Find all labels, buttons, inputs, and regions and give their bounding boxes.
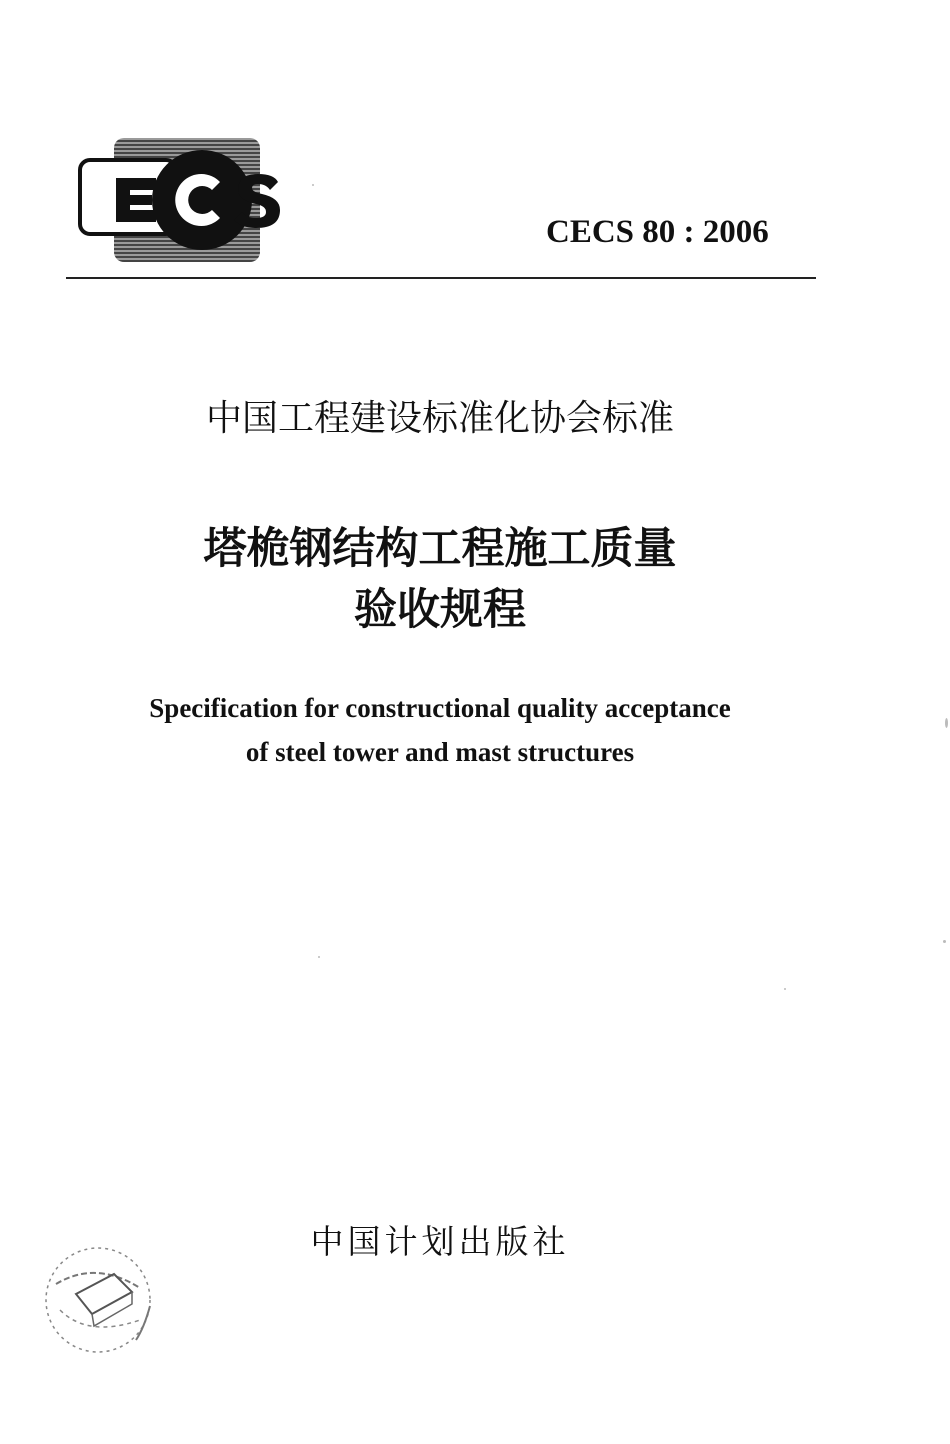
standard-number: CECS 80 : 2006 xyxy=(546,214,769,250)
scan-speck xyxy=(318,956,320,958)
header-divider xyxy=(66,277,816,279)
title-english-line-1: Specification for constructional quality acceptance xyxy=(149,693,731,723)
association-name: 中国工程建设标准化协会标准 xyxy=(205,398,674,439)
scan-speck xyxy=(312,184,314,186)
title-english-line-2: of steel tower and mast structures xyxy=(245,737,635,767)
title-chinese-line-1: 塔桅钢结构工程施工质量 xyxy=(203,524,677,574)
scan-speck xyxy=(945,718,948,728)
scan-speck xyxy=(784,988,786,990)
title-chinese-line-2: 验收规程 xyxy=(354,585,526,635)
library-stamp-icon xyxy=(36,1240,160,1360)
ecs-logo-icon xyxy=(78,136,284,264)
scan-speck xyxy=(943,940,946,943)
publisher-name: 中国计划出版社 xyxy=(310,1222,570,1261)
